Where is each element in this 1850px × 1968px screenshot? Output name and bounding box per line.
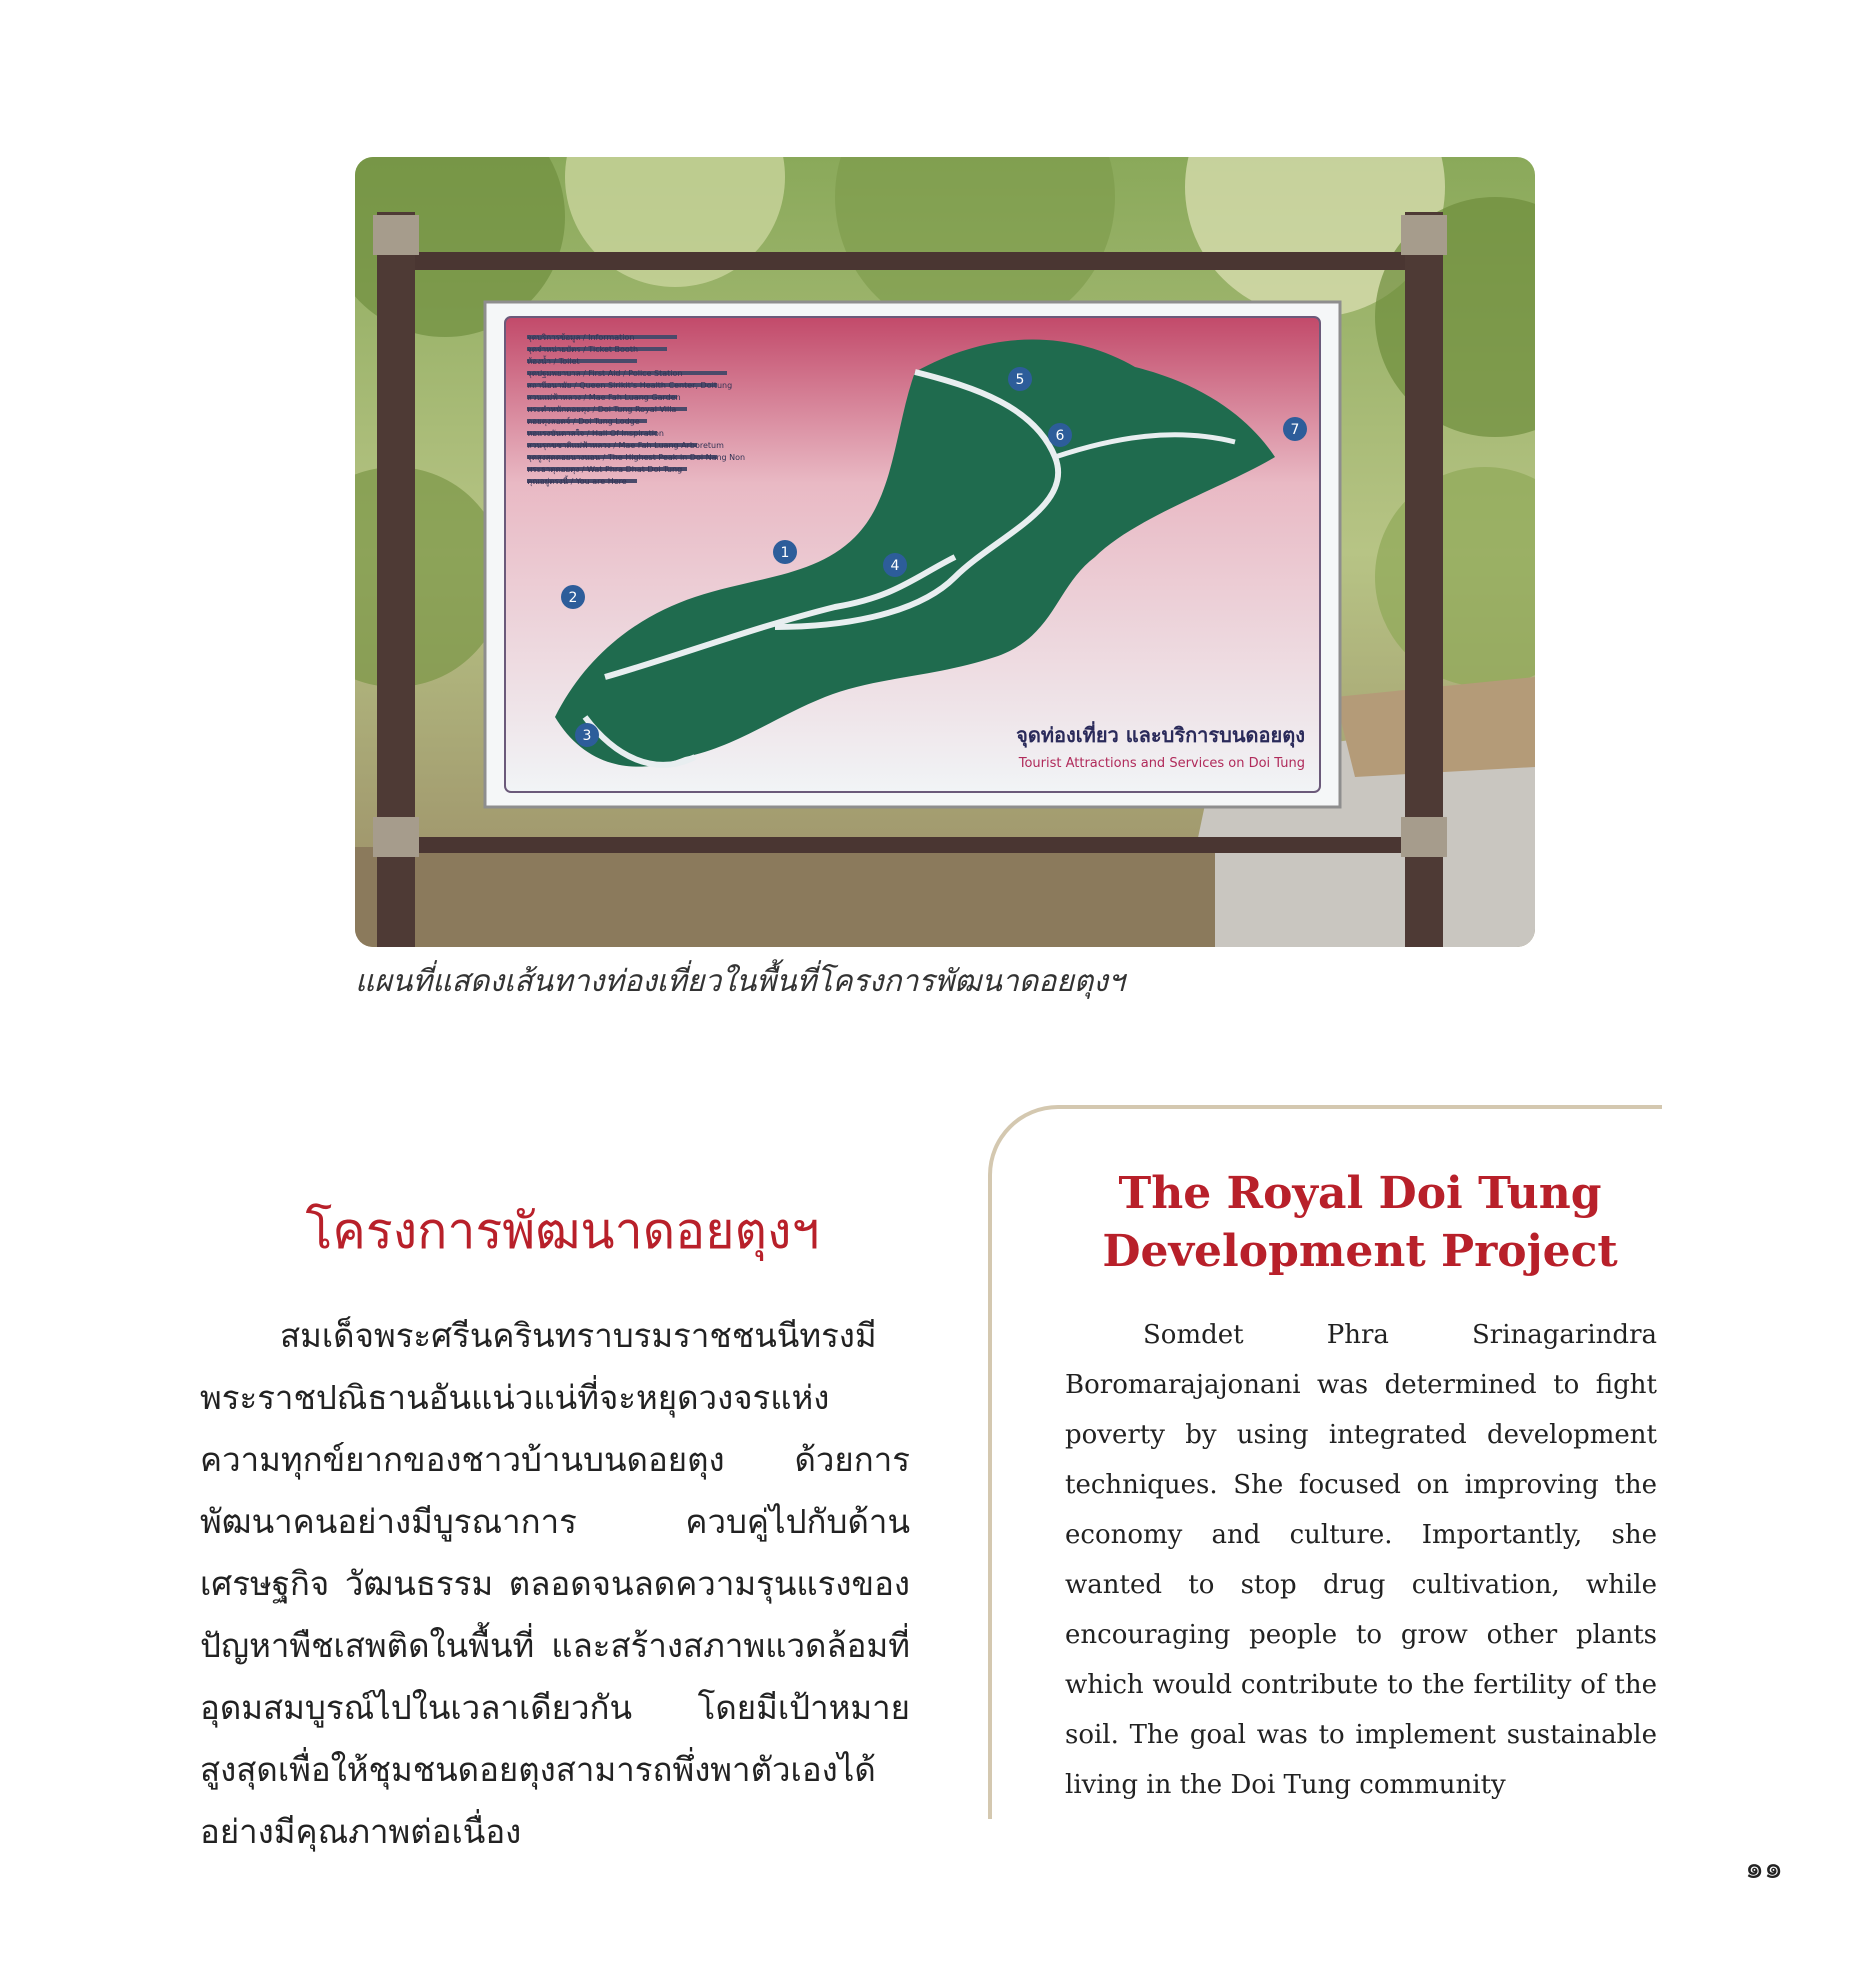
legend-item: คุณอยู่ตรงนี้ / You are Here bbox=[527, 477, 627, 486]
map-title-english: Tourist Attractions and Services on Doi Tung bbox=[1018, 756, 1305, 771]
legend-item: พระธาตุดอยตุง / Wat Phra Dhat Doi Tung bbox=[527, 465, 683, 474]
marker-5: 5 bbox=[1015, 372, 1025, 388]
english-section-title bbox=[1060, 1165, 1660, 1281]
marker-6: 6 bbox=[1055, 428, 1065, 444]
signboard-photo bbox=[355, 157, 1535, 947]
legend-item: สถานีอนามัย / Queen Sirikit's Health Center, Doitung bbox=[527, 381, 733, 390]
legend-item: สวนรุกขชาติแม่ฟ้าหลวง / Mae Fah Luang Arboretum bbox=[527, 441, 724, 450]
legend-item: พระตำหนักดอยตุง / Doi Tung Royal Villa bbox=[527, 405, 677, 414]
legend-item: ห้องน้ำ / Toilet bbox=[527, 357, 580, 366]
english-paragraph: Somdet Phra Srinagarindra Boromarajajonani was determined to fight poverty by using integrated development techniques. She focused on improving the economy and culture. Importantly, she wanted to stop drug cultivation, while encouraging people to grow other plants which would contribute to the fertility of the soil. The goal was to implement sustainable living in the Doi Tung community bbox=[1065, 1320, 1657, 1800]
thai-section-title: โครงการพัฒนาดอยตุงฯ bbox=[305, 1202, 820, 1260]
marker-4: 4 bbox=[890, 558, 900, 574]
marker-1: 1 bbox=[780, 545, 790, 561]
thai-paragraph: สมเด็จพระศรีนครินทราบรมราชชนนีทรงมีพระราชปณิธานอันแน่วแน่ที่จะหยุดวงจรแห่งความทุกข์ยากของชาวบ้านบนดอยตุง ด้วยการพัฒนาคนอย่างมีบูรณาการ ควบคู่ไปกับด้านเศรษฐกิจ วัฒนธรรม ตลอดจนลดความรุนแรงของปัญหาพืชเสพติดในพื้นที่ และสร้างสภาพแวดล้อมที่อุดมสมบูรณ์ไปในเวลาเดียวกัน โดยมีเป้าหมายสูงสุดเพื่อให้ชุมชนดอยตุงสามารถพึ่งพาตัวเองได้อย่างมีคุณภาพต่อเนื่อง bbox=[200, 1316, 910, 1851]
map-title-thai: จุดท่องเที่ยว และบริการบนดอยตุง bbox=[1016, 723, 1305, 747]
english-title-line-2: Development Project bbox=[1102, 1226, 1618, 1277]
marker-2: 2 bbox=[568, 590, 578, 606]
legend-item: สวนแม่ฟ้าหลวง / Mae Fah Luang Garden bbox=[527, 393, 681, 402]
thai-section-body bbox=[200, 1305, 910, 1863]
english-title-line-1: The Royal Doi Tung bbox=[1118, 1168, 1602, 1219]
legend-item: ดอยตุงลอดจ์ / Doi Tung Lodge bbox=[527, 417, 640, 426]
page-number: ๑๑ bbox=[1745, 1851, 1784, 1886]
marker-3: 3 bbox=[582, 728, 592, 744]
english-section-body bbox=[1065, 1310, 1657, 1810]
legend-item: จุดสูงสุดดอยนางนอน / The Highest Peak in Doi Nang Non bbox=[527, 453, 746, 462]
legend-item: หอแรงบันดาลใจ / Hall Of Inspiration bbox=[527, 429, 664, 438]
legend-item: จุดบริการข้อมูล / Information bbox=[527, 333, 635, 342]
photo-caption: แผนที่แสดงเส้นทางท่องเที่ยวในพื้นที่โครงการพัฒนาดอยตุงฯ bbox=[355, 964, 1125, 999]
marker-7: 7 bbox=[1290, 422, 1300, 438]
signboard-illustration bbox=[355, 157, 1535, 947]
legend-item: จุดจำหน่ายบัตร / Ticket Booth bbox=[527, 345, 639, 354]
legend-item: จุดปฐมพยาบาล / First Aid / Police Station bbox=[527, 369, 683, 378]
